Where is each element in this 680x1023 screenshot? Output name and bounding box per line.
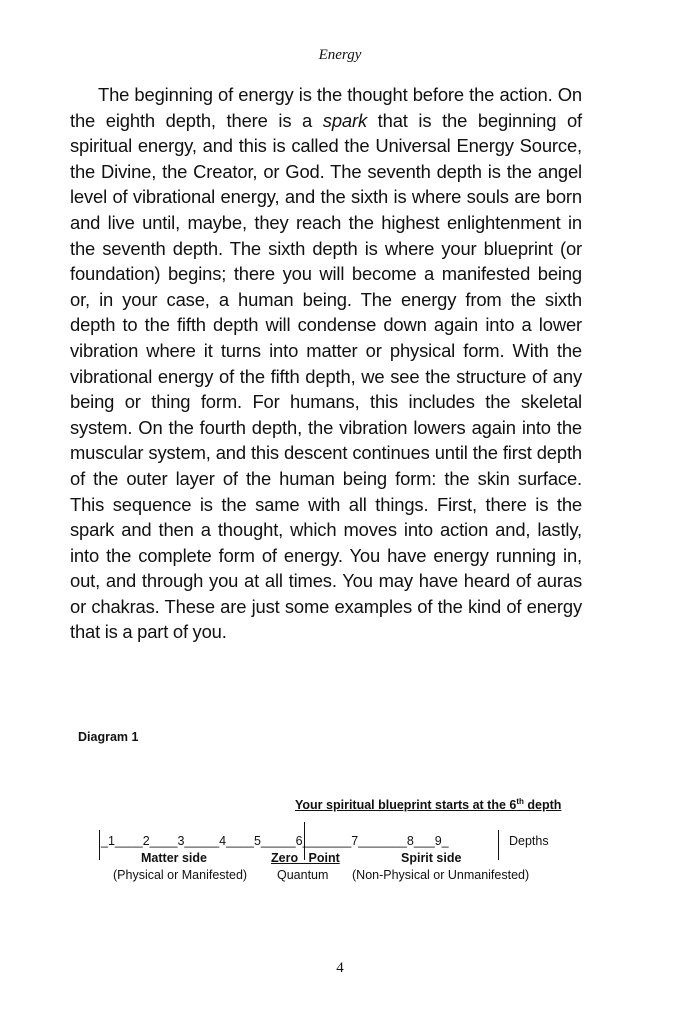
body-text-part-1: The beginning of energy is the thought before the action. On the eighth depth, there is a xyxy=(70,84,582,131)
blueprint-caption xyxy=(295,797,561,812)
spark-italic: spark xyxy=(322,109,368,131)
page-number: 4 xyxy=(336,960,344,976)
zero-point-label: Zero Point xyxy=(271,851,340,865)
body-paragraph xyxy=(70,82,582,645)
blueprint-superscript: th xyxy=(516,797,524,806)
physical-label: (Physical or Manifested) xyxy=(113,868,248,882)
left-boundary-line xyxy=(99,830,100,860)
depths-label: Depths xyxy=(509,834,549,848)
diagram-label: Diagram 1 xyxy=(78,730,139,744)
depth-scale: _1____2____3_____4____5_____6_______7_______8___9_ xyxy=(101,834,449,848)
quantum-label: Quantum xyxy=(277,868,329,882)
running-title: Energy xyxy=(318,47,362,63)
spirit-side-label: Spirit side xyxy=(401,851,462,865)
right-boundary-line xyxy=(498,830,499,860)
nonphysical-label: (Non-Physical or Unmanifested) xyxy=(352,868,530,882)
body-text-part-2: that is the beginning of spiritual energy, and this is called the Universal Energy Source, the Divine, the Creator, or God. The seventh depth is the angel level of vibrational energy, and the sixth is where souls are born and live until, maybe, they reach the highest enlightenment in the seventh depth. The sixth depth is where your blueprint (or foundation) begins; there you will become a manifested being or, in your case, a human being. The energy from the sixth depth to the fifth depth will condense down again into a lower vibration where it turns into matter or physical form. With the vibrational energy of the fifth depth, we see the structure of any being or thing form. For humans, this includes the skeletal system. On the fourth depth, the vibration lowers again into the muscular system, and this descent continues until the first depth of the outer layer of the human being form: the skin surface. This sequence is the same with all things. First, there is the spark and then a thought, which moves into action and, lastly, into the complete form of energy. You have energy running in, out, and through you at all times. You may have heard of auras or chakras. These are just some examples of the kind of energy that is a part of you. xyxy=(70,109,582,643)
depths-diagram xyxy=(96,790,596,890)
matter-side-label: Matter side xyxy=(141,851,207,865)
blueprint-suffix: depth xyxy=(523,798,562,813)
blueprint-text: Your spiritual blueprint starts at the 6 xyxy=(295,798,517,813)
